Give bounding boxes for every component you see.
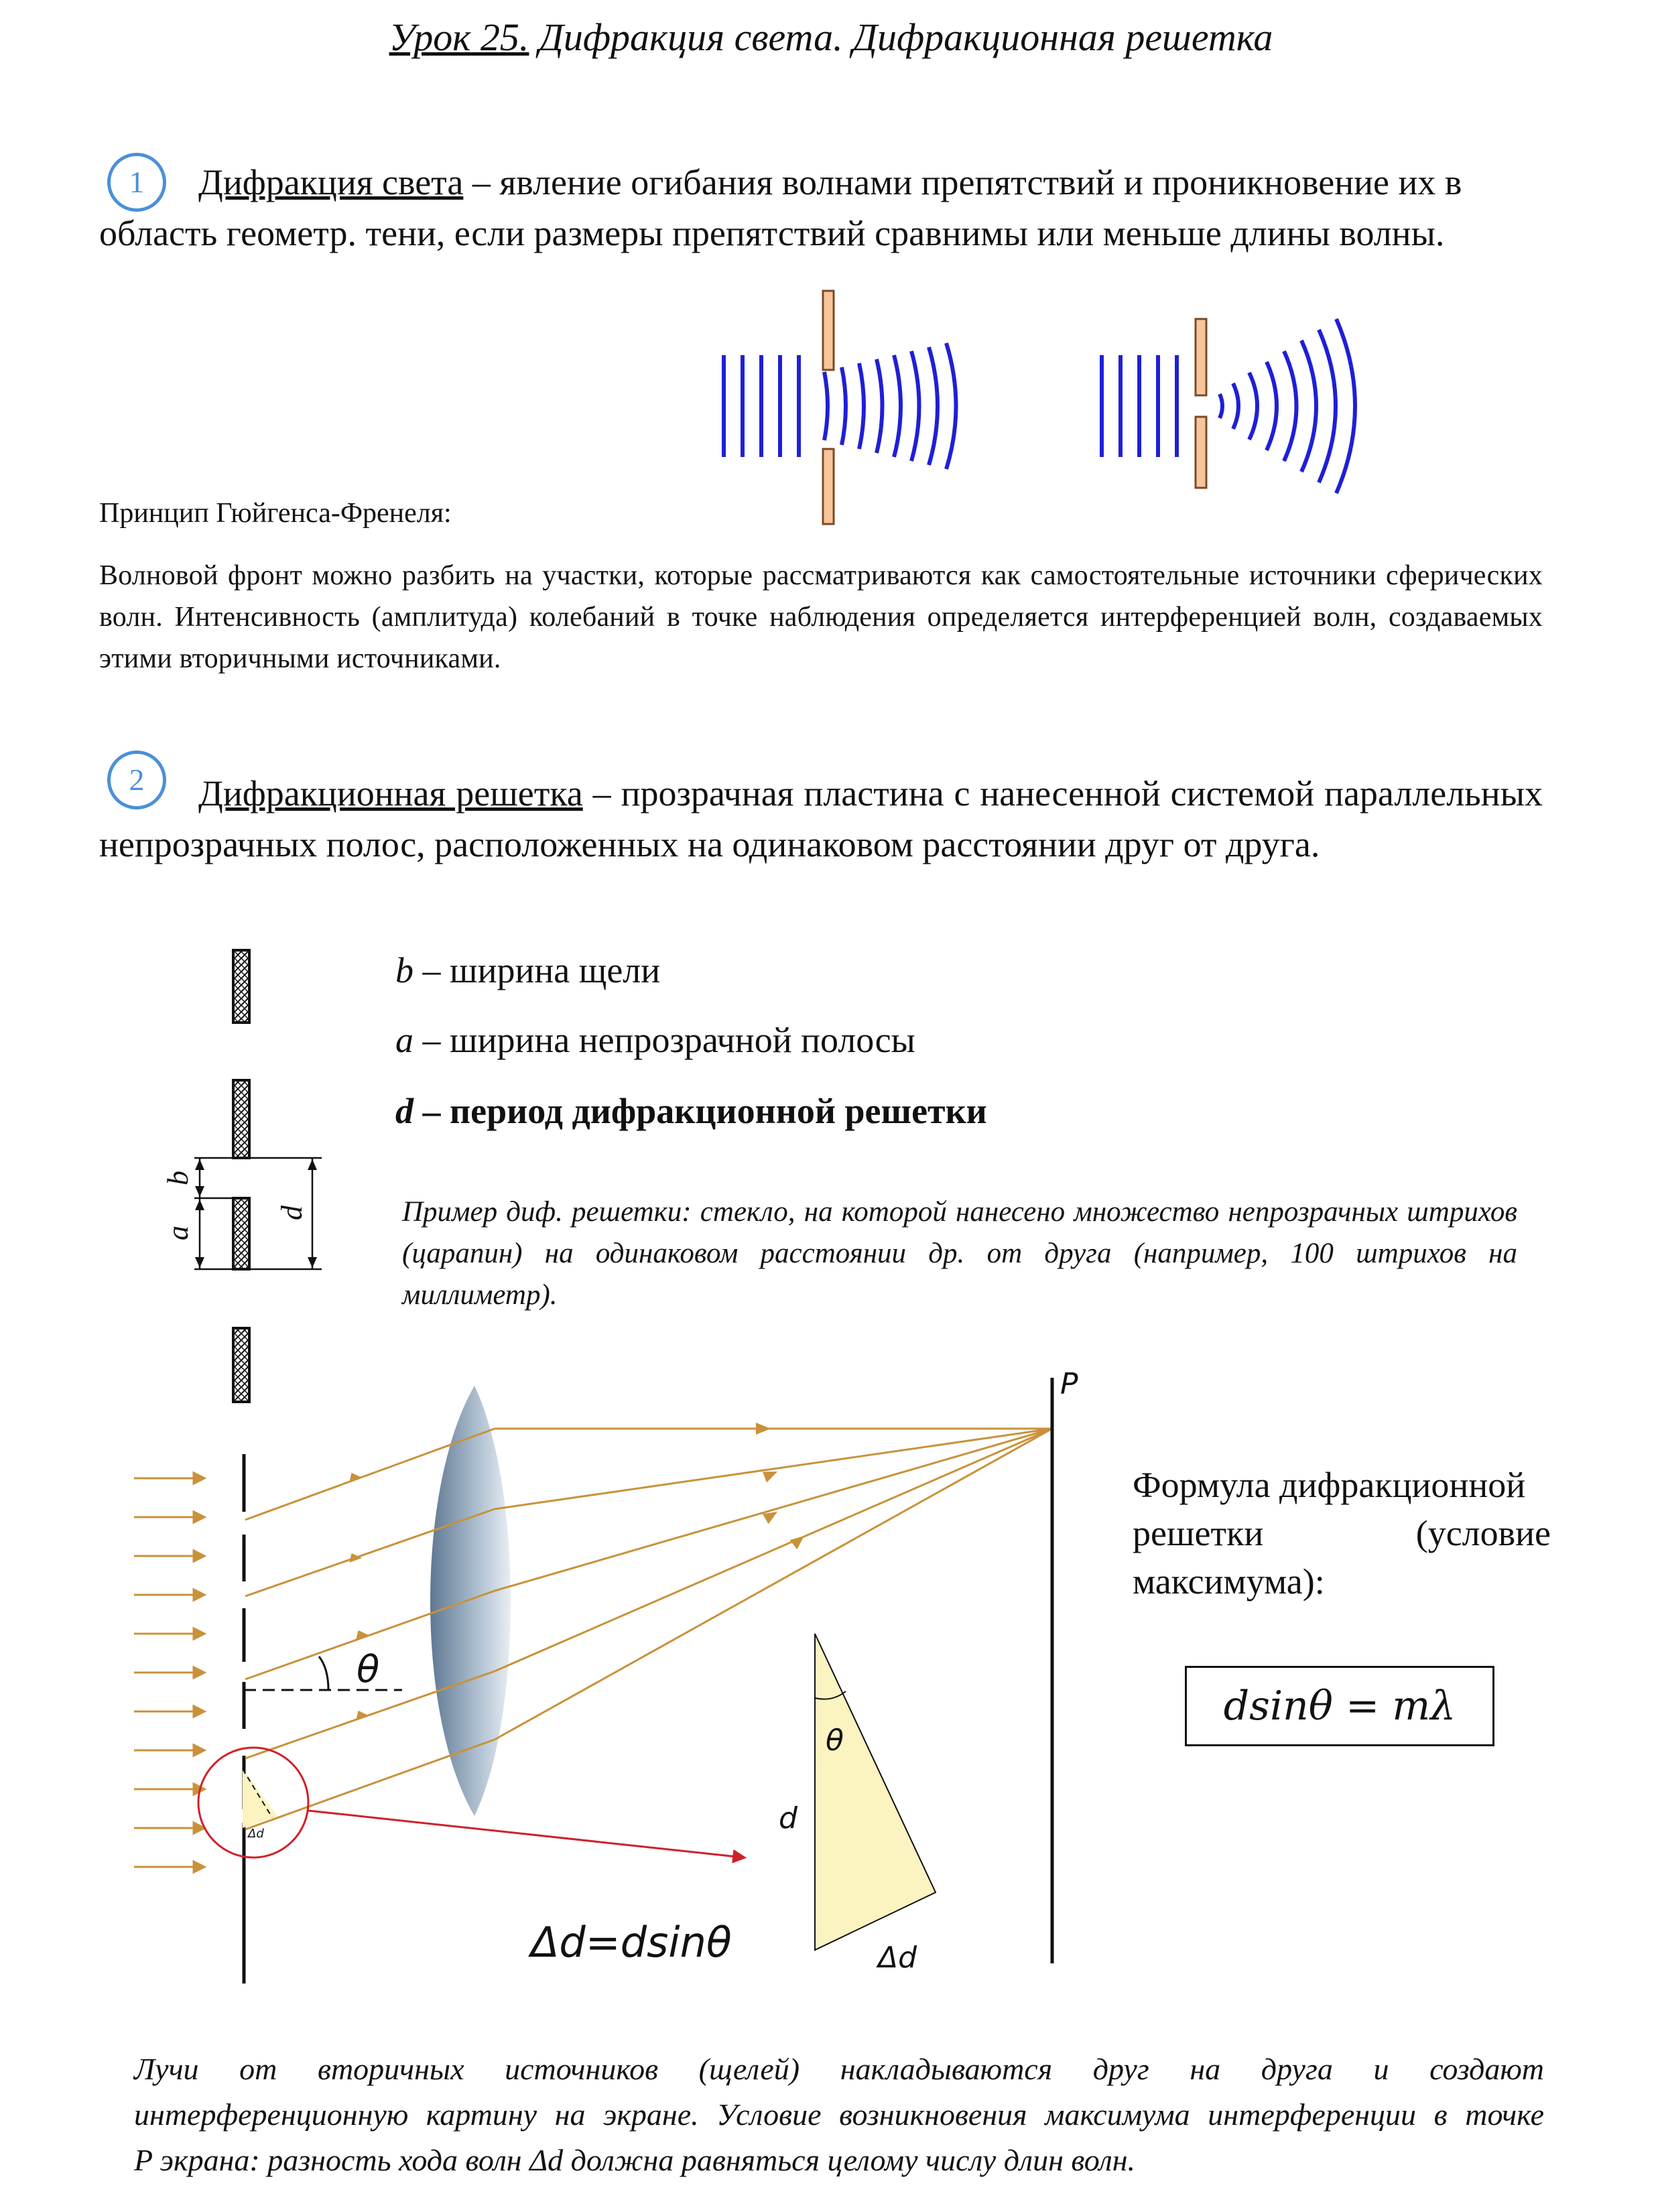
legend-b-symbol: b xyxy=(395,950,413,990)
diffraction-waves-illustration xyxy=(697,281,1434,536)
lesson-number: Урок 25. xyxy=(389,15,529,59)
formula-caption-line-2a: решетки xyxy=(1133,1513,1264,1553)
huygens-title: Принцип Гюйгенса-Френеля: xyxy=(99,498,452,529)
grating-label-a: a xyxy=(162,1226,194,1240)
section-1-definition xyxy=(99,157,1540,259)
huygens-text: Волновой фронт можно разбить на участки, которые рассматриваются как самостоятельные источники сферических волн. Интенсивность (амплитуда) колебаний в точке наблюдения определяется интерференцией волн, создаваемых этими вторичными источниками. xyxy=(99,560,1543,674)
formula-caption-line-3: максимума): xyxy=(1133,1561,1325,1602)
grating-example: Пример диф. решетки: стекло, на которой нанесено множество непрозрачных штрихов (царапин) на одинаковом расстоянии др. от друга (например, 100 штрихов на миллиметр). xyxy=(402,1196,1517,1311)
conclusion-line-1: Лучи от вторичных источников (щелей) накладываются друг на друга и создают xyxy=(134,2052,1544,2086)
page-title xyxy=(0,15,1662,60)
diffracted-rays xyxy=(245,1429,1052,1829)
term-grating: Дифракционная решетка xyxy=(198,773,583,814)
legend-b xyxy=(395,950,660,990)
triangle-theta-label: θ xyxy=(826,1723,844,1758)
section-2-definition xyxy=(99,768,1543,870)
formula-caption xyxy=(1133,1461,1551,1606)
legend-b-text: – ширина щели xyxy=(413,950,661,990)
legend-a-symbol: a xyxy=(395,1020,413,1060)
definition-line-1: – явление огибания волнами препятствий и проникновение их в xyxy=(463,162,1462,202)
legend-a xyxy=(395,1020,915,1060)
grating-formula-box xyxy=(1185,1666,1494,1746)
path-difference-relation: Δd=dsinθ xyxy=(531,1918,732,1967)
inset-delta-d: Δd xyxy=(248,1827,264,1841)
grating-definition-text: – прозрачная пластина с нанесенной системой параллельных непрозрачных полос, расположенных на одинаковом расстоянии друг от друга. xyxy=(99,773,1543,864)
formula-caption-line-1: Формула дифракционной xyxy=(1133,1465,1526,1505)
lens xyxy=(430,1386,511,1816)
legend-d-text: – период дифракционной решетки xyxy=(413,1091,987,1131)
triangle-delta-d-label: Δd xyxy=(878,1941,917,1975)
lesson-topic: Дифракция света. Дифракционная решетка xyxy=(529,15,1273,59)
incident-rays xyxy=(134,1478,201,1867)
legend-d-symbol: d xyxy=(395,1091,413,1131)
zoom-arrow xyxy=(308,1811,744,1858)
legend-d xyxy=(395,1091,987,1131)
grating-formula: dsinθ = mλ xyxy=(1223,1683,1456,1730)
section-1-badge: 1 xyxy=(107,153,166,212)
definition-line-2: область геометр. тени, если размеры препятствий сравнимы или меньше длины волны. xyxy=(99,213,1445,253)
term-diffraction: Дифракция света xyxy=(198,162,464,202)
section-2-badge: 2 xyxy=(107,751,166,809)
triangle-d-label: d xyxy=(779,1801,797,1835)
angle-theta-label: θ xyxy=(357,1648,380,1691)
grating-label-d: d xyxy=(275,1206,308,1220)
conclusion-line-3: P экрана: разность хода волн Δd должна равняться целому числу длин волн. xyxy=(134,2143,1136,2177)
grating-label-b: b xyxy=(162,1171,194,1185)
legend-a-text: – ширина непрозрачной полосы xyxy=(413,1020,915,1060)
conclusion-text xyxy=(134,2046,1544,2183)
formula-caption-line-2b: (условие xyxy=(1415,1513,1551,1553)
point-p-label: P xyxy=(1060,1367,1078,1401)
grating-schematic xyxy=(154,938,355,1421)
path-difference-triangle xyxy=(815,1634,936,1950)
conclusion-line-2: интерференционную картину на экране. Условие возникновения максимума интерференции в точке xyxy=(134,2097,1544,2132)
optics-diagram xyxy=(101,1354,1173,2030)
